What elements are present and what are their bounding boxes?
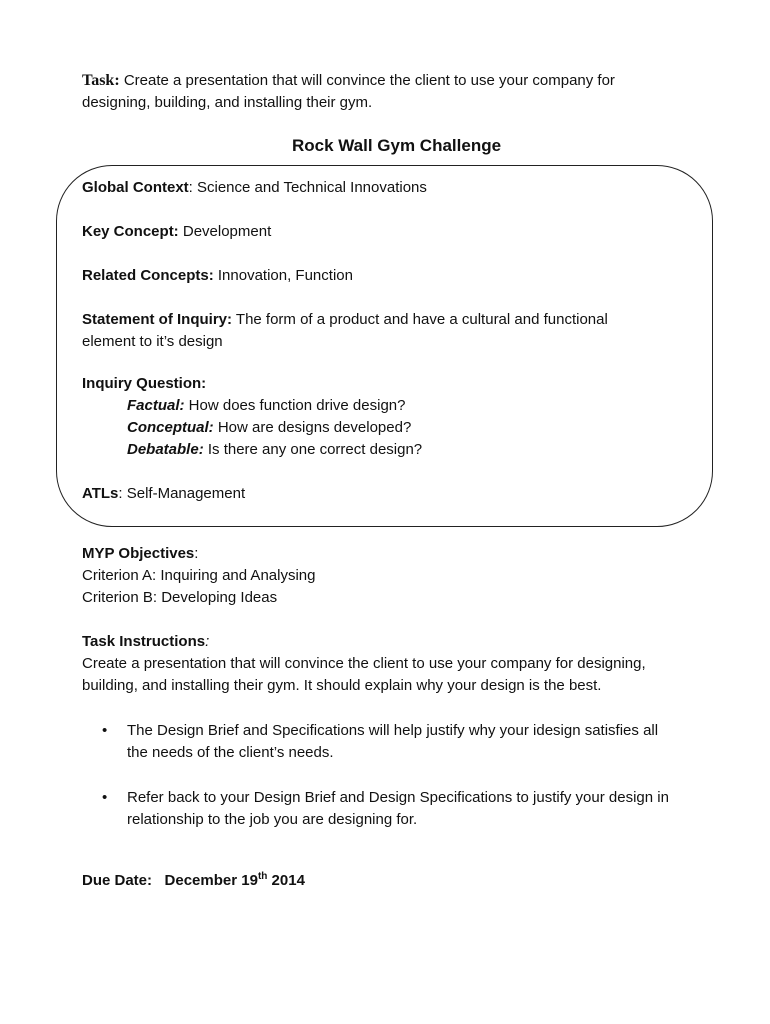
statement-text: The form of a product and have a cultural and functional: [232, 311, 608, 328]
related-concepts-label: Related Concepts:: [82, 267, 214, 284]
bullet-2-marker: •: [102, 789, 108, 806]
bullet-2-line-1: Refer back to your Design Brief and Design Specifications to justify your design in: [127, 789, 669, 806]
instructions-heading: [82, 631, 209, 653]
bullet-1-line-1: The Design Brief and Specifications will help justify why your idesign satisfies all: [127, 722, 659, 739]
conceptual-value: How are designs developed?: [213, 419, 412, 436]
instructions-line-1: Create a presentation that will convince the client to use your company for designing,: [82, 655, 646, 672]
factual-question: [127, 395, 405, 417]
statement-line-1: [82, 309, 608, 331]
instructions-heading-colon: :: [205, 633, 210, 650]
due-date: [82, 870, 305, 892]
global-context-label: Global Context: [82, 179, 189, 196]
due-date-year: 2014: [267, 872, 305, 889]
bullet-1-marker: •: [102, 722, 108, 739]
bullet-1-line-2: the needs of the client’s needs.: [127, 744, 334, 761]
conceptual-question: [127, 417, 411, 439]
atls-value: : Self-Management: [118, 485, 246, 502]
key-concept-label: Key Concept:: [82, 223, 179, 240]
debatable-value: Is there any one correct design?: [203, 441, 423, 458]
criterion-b: Criterion B: Developing Ideas: [82, 589, 278, 606]
bullet-2-line-2: relationship to the job you are designing for.: [127, 811, 418, 828]
instructions-heading-text: Task Instructions: [82, 633, 206, 650]
related-concepts-value: Innovation, Function: [213, 267, 353, 284]
due-date-label: Due Date:: [82, 872, 153, 889]
statement-label: Statement of Inquiry:: [82, 311, 233, 328]
debatable-label: Debatable:: [127, 441, 204, 458]
due-date-day: December 19: [164, 872, 258, 889]
instructions-line-2: building, and installing their gym. It should explain why your design is the best.: [82, 677, 602, 694]
task-line-2: designing, building, and installing their gym.: [82, 94, 373, 111]
page-title: Rock Wall Gym Challenge: [291, 136, 502, 155]
task-label: Task:: [82, 72, 120, 89]
objectives-heading: [82, 543, 198, 565]
due-date-suffix: th: [257, 871, 268, 882]
atls-label: ATLs: [82, 485, 119, 502]
task-text: Create a presentation that will convince the client to use your company for: [119, 72, 615, 89]
objectives-heading-colon: :: [194, 545, 199, 562]
related-concepts-line: [82, 265, 353, 287]
conceptual-label: Conceptual:: [127, 419, 214, 436]
criterion-a: Criterion A: Inquiring and Analysing: [82, 567, 316, 584]
objectives-heading-text: MYP Objectives: [82, 545, 195, 562]
atls-line: [82, 483, 245, 505]
factual-value: How does function drive design?: [184, 397, 406, 414]
key-concept-line: [82, 221, 271, 243]
statement-line-2: element to it’s design: [82, 333, 223, 350]
factual-label: Factual:: [127, 397, 185, 414]
task-line-1: [82, 70, 615, 92]
global-context-line: [82, 177, 427, 199]
global-context-value: : Science and Technical Innovations: [188, 179, 427, 196]
inquiry-question-heading: Inquiry Question:: [82, 375, 207, 392]
debatable-question: [127, 439, 422, 461]
key-concept-value: Development: [178, 223, 272, 240]
